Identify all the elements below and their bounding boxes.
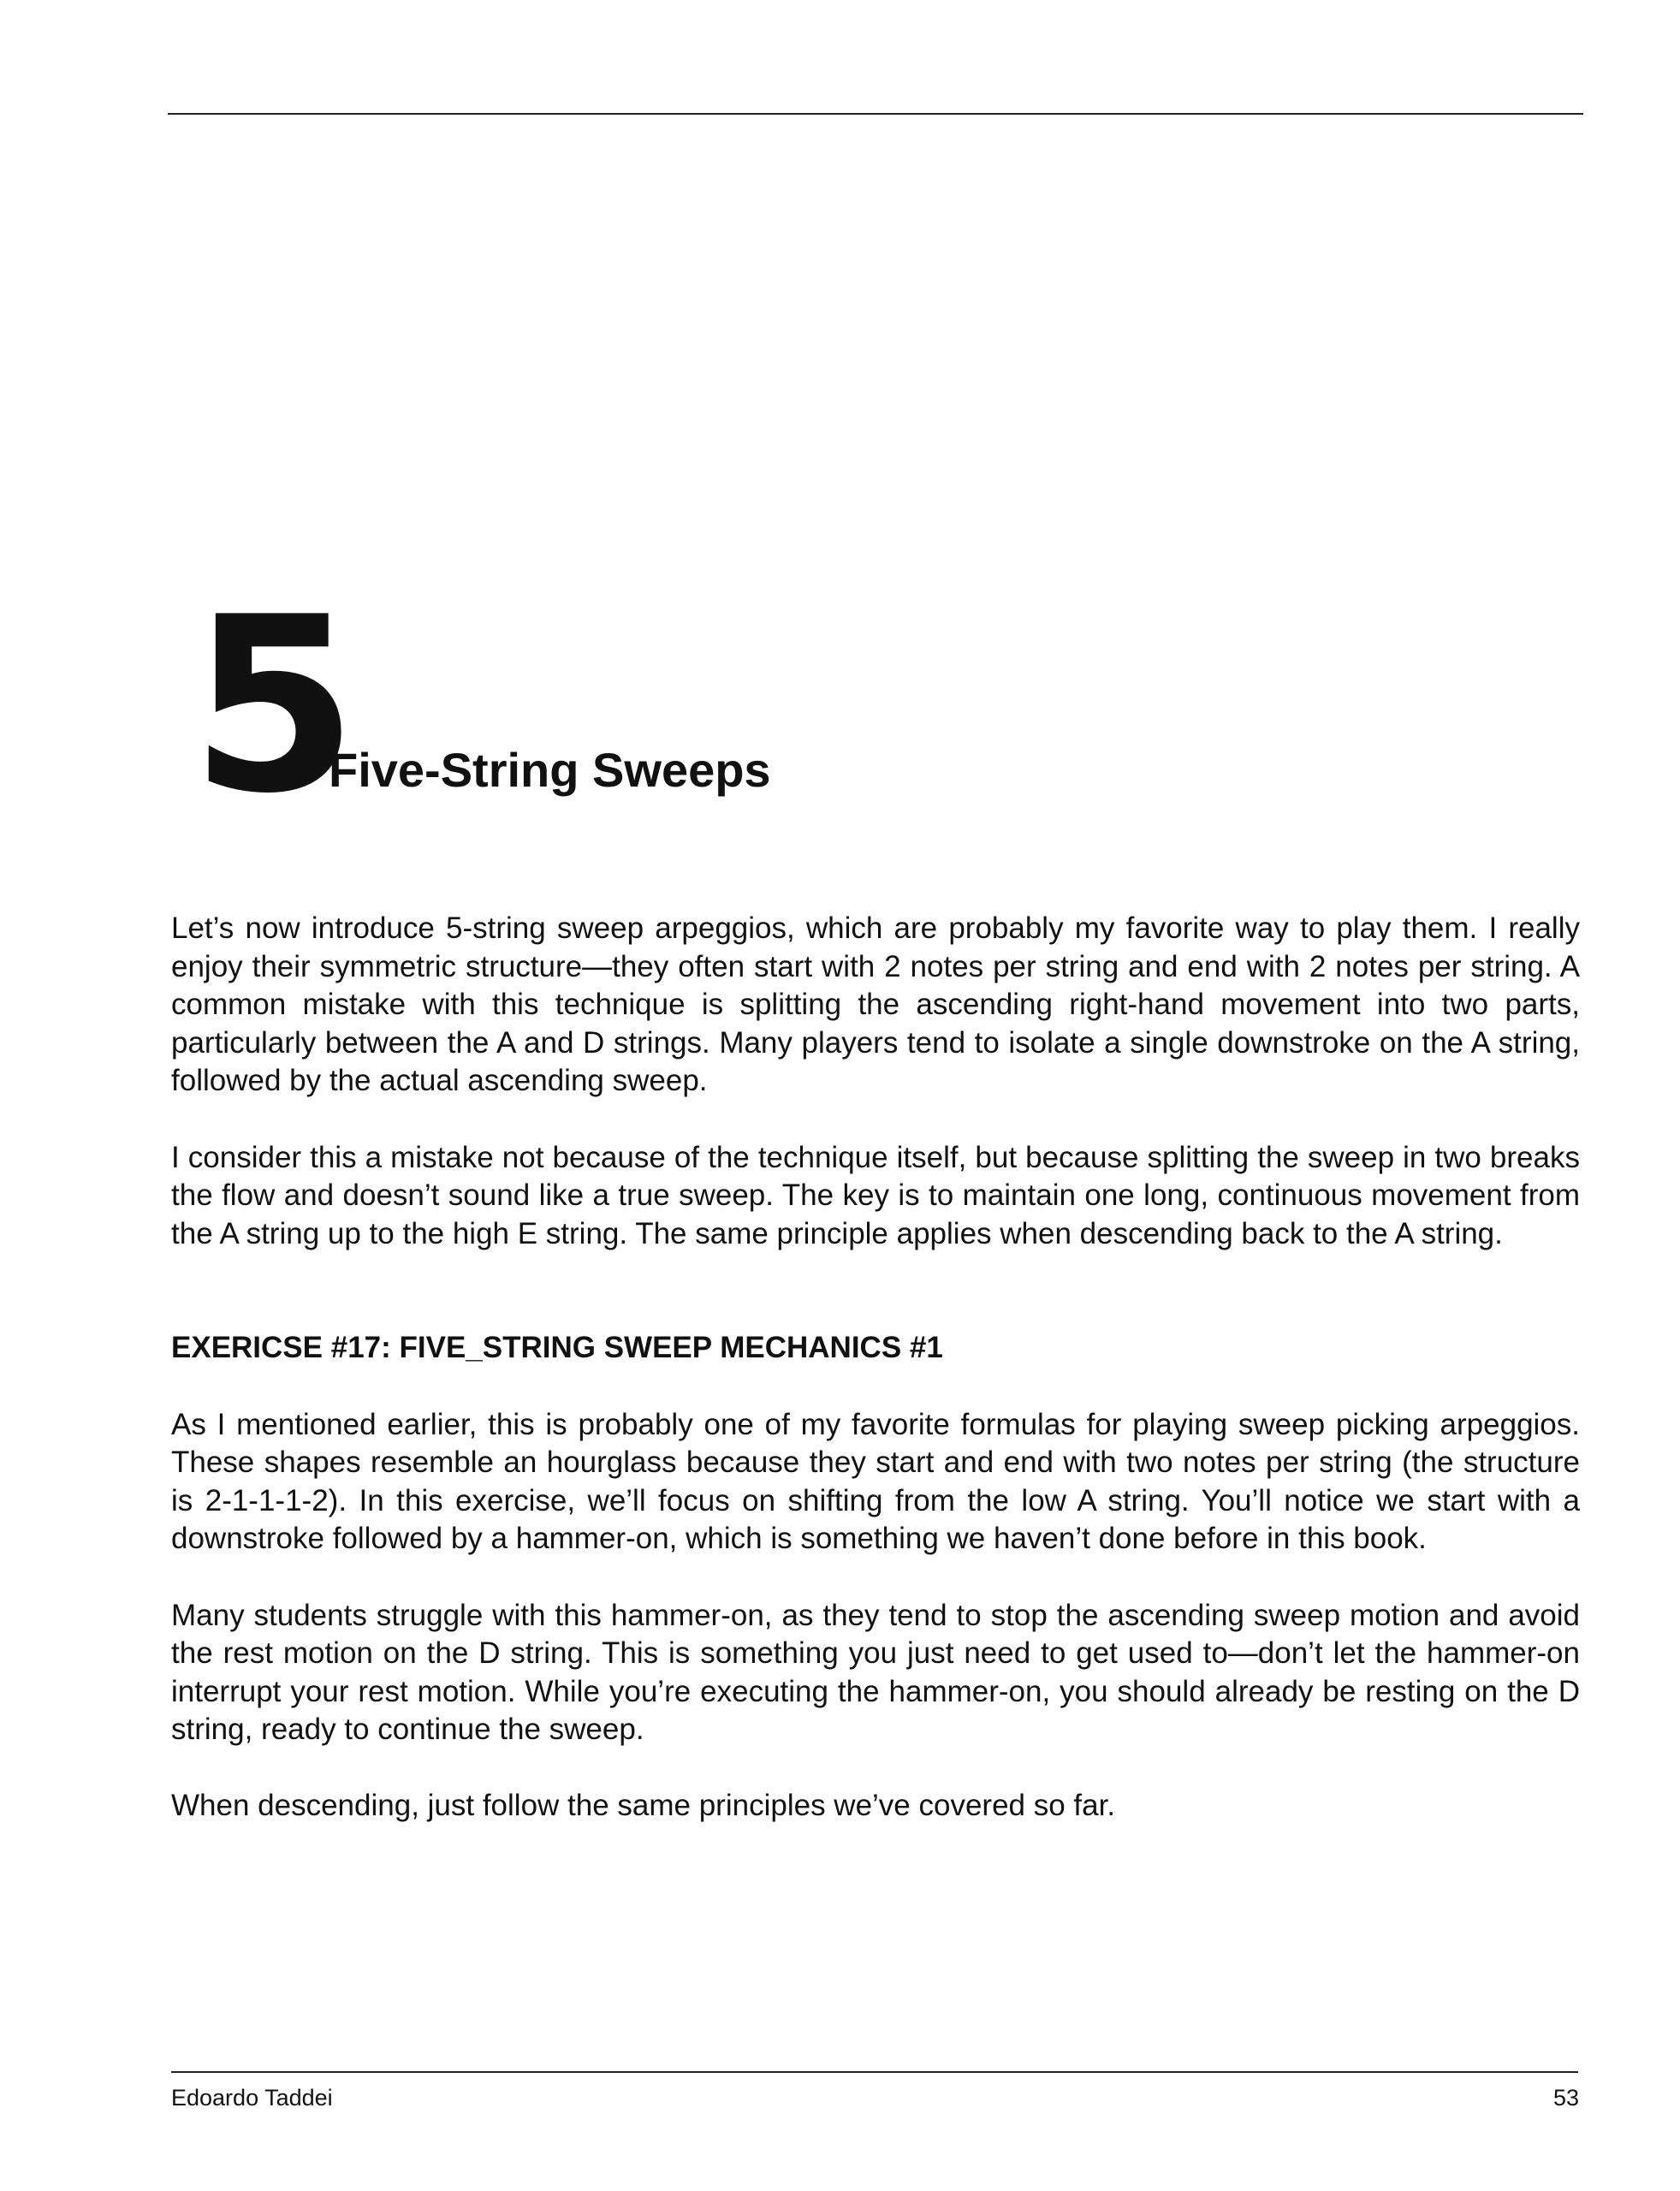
exercise-heading: EXERICSE #17: FIVE_STRING SWEEP MECHANICS #1 [171, 1331, 943, 1365]
footer-rule [171, 2071, 1578, 2073]
chapter-number: 5 [190, 565, 353, 846]
page-number: 53 [1552, 2085, 1579, 2111]
chapter-body [171, 910, 1580, 1826]
intro-paragraph-1: Let’s now introduce 5-string sweep arpeggios, which are probably my favorite way to play them. I really enjoy their symmetric structure—they often start with 2 notes per string and end with 2 notes per string. A common mistake with this technique is splitting the ascending right-hand movement into two parts, particularly between the A and D strings. Many players tend to isolate a single downstroke on the A string, followed by the actual ascending sweep. [171, 911, 1580, 1098]
footer-author: Edoardo Taddei [171, 2085, 333, 2111]
intro-paragraph-2: I consider this a mistake not because of the technique itself, but because splitting the sweep in two breaks the flow and doesn’t sound like a true sweep. The key is to maintain one long, continuous movement from the A string up to the high E string. The same principle applies when descending back to the A string. [171, 1140, 1580, 1250]
header-rule [168, 113, 1583, 115]
exercise-paragraph-3: When descending, just follow the same principles we’ve covered so far. [171, 1789, 1116, 1823]
exercise-paragraph-1: As I mentioned earlier, this is probably one of my favorite formulas for playing sweep picking arpeggios. These shapes resemble an hourglass because they start and end with two notes per string (the structure is 2-1-1-1-2). In this exercise, we’ll focus on shifting from the low A string. You’ll notice we start with a downstroke followed by a hammer-on, which is something we haven’t done before in this book. [171, 1407, 1580, 1556]
chapter-title: Five-String Sweeps [329, 743, 771, 797]
exercise-paragraph-2: Many students struggle with this hammer-on, as they tend to stop the ascending sweep motion and avoid the rest motion on the D string. This is something you just need to get used to—don’t let the hammer-on interrupt your rest motion. While you’re executing the hammer-on, you should already be resting on the D string, ready to continue the sweep. [171, 1598, 1580, 1747]
